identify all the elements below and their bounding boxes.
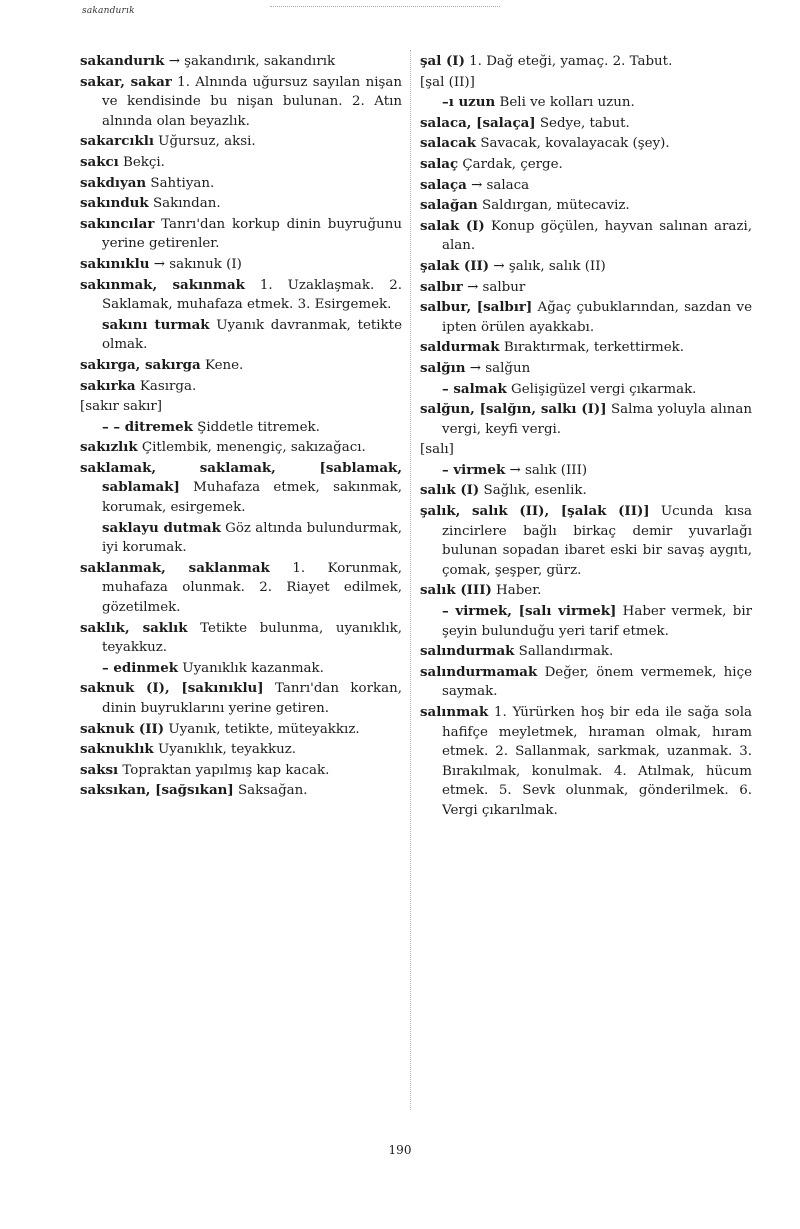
- entry-definition: Gelişigüzel vergi çıkarmak.: [506, 381, 697, 397]
- dictionary-entry: [420, 257, 752, 277]
- entry-definition: Ucunda kısa zincirlere bağlı birkaç demir yuvarlağı bulunan sopadan ibaret eski bir savaş aygıtı, çomak, şeşper, gürz.: [442, 504, 752, 578]
- entry-definition: 1. Alnında uğursuz sayılan nişan ve kendisinde bu nişan bulunan. 2. Atın alnında olan beyazlık.: [102, 74, 402, 129]
- entry-headword: saknuk (II): [80, 720, 165, 737]
- dictionary-entry: [80, 132, 402, 152]
- dictionary-entry: [420, 581, 752, 601]
- entry-definition: Saldırgan, mütecaviz.: [477, 198, 630, 214]
- dictionary-entry: [420, 481, 752, 501]
- entry-definition: 1. Dağ eteği, yamaç. 2. Tabut.: [464, 54, 673, 69]
- entry-definition: → salaca: [466, 177, 530, 193]
- dictionary-entry: [80, 73, 402, 132]
- dictionary-entry: [80, 679, 402, 718]
- entry-definition: Göz altında bulundurmak, iyi korumak.: [102, 520, 403, 556]
- dictionary-entry: [80, 619, 402, 658]
- dictionary-entry: [80, 377, 402, 397]
- dictionary-entry: [420, 93, 752, 113]
- entry-headword: sakandurık: [80, 53, 165, 69]
- entry-headword: sakdıyan: [80, 174, 147, 191]
- dictionary-entry: [420, 440, 752, 460]
- entry-definition: Bekçi.: [118, 154, 165, 170]
- entry-definition: Sağlık, esenlik.: [479, 483, 587, 499]
- entry-headword: – – ditremek: [102, 418, 193, 435]
- dictionary-entry: [80, 215, 402, 254]
- entry-headword: saksıkan, [sağsıkan]: [80, 782, 234, 799]
- entry-headword: – virmek, [salı virmek]: [442, 603, 617, 620]
- dictionary-entry: [420, 642, 752, 662]
- dictionary-entry: [420, 502, 752, 580]
- entry-definition: [şal (II)]: [420, 74, 475, 90]
- entry-definition: 1. Uzaklaşmak. 2. Saklamak, muhafaza etmek. 3. Esirgemek.: [102, 277, 403, 313]
- entry-definition: Saksağan.: [233, 783, 308, 799]
- dictionary-entry: [80, 659, 402, 679]
- entry-definition: Topraktan yapılmış kap kacak.: [118, 762, 330, 778]
- entry-definition: → sakınuk (I): [149, 256, 242, 272]
- entry-definition: → şakandırık, sakandırık: [164, 54, 336, 69]
- entry-headword: sakınmak, sakınmak: [80, 276, 245, 293]
- entry-headword: sakızlık: [80, 439, 138, 456]
- entry-definition: 1. Korunmak, muhafaza olunmak. 2. Riayet edilmek, gözetilmek.: [102, 560, 402, 616]
- entry-headword: saldurmak: [420, 339, 500, 356]
- entry-headword: salğın: [420, 359, 466, 376]
- entry-definition: Tanrı'dan korkan, dinin buyruklarını yerine getiren.: [102, 681, 402, 716]
- entry-headword: sakcı: [80, 153, 119, 170]
- entry-headword: sakınduk: [80, 195, 149, 212]
- dictionary-entry: [80, 316, 402, 355]
- dictionary-entry: [80, 459, 402, 518]
- dictionary-entry: [420, 134, 752, 154]
- entry-headword: salaca, [salaça]: [420, 114, 536, 131]
- dictionary-entry: [80, 356, 402, 376]
- running-head: sakandurık: [82, 6, 135, 16]
- entry-headword: saksı: [80, 761, 119, 778]
- entry-headword: saknuk (I), [sakınıklu]: [80, 680, 264, 697]
- dictionary-entry: [80, 174, 402, 194]
- entry-definition: Değer, önem vermemek, hiçe saymak.: [442, 664, 752, 700]
- entry-definition: Ağaç çubuklarından, sazdan ve ipten örülen ayakkabı.: [442, 300, 752, 335]
- entry-headword: salık (III): [420, 582, 492, 599]
- entry-headword: şalık, salık (II), [şalak (II)]: [420, 503, 650, 520]
- entry-headword: salğun, [salğın, salkı (I)]: [420, 401, 607, 418]
- entry-headword: – salmak: [442, 380, 507, 397]
- dictionary-entry: [420, 380, 752, 400]
- entry-definition: Çitlembik, menengiç, sakızağacı.: [137, 440, 366, 456]
- entry-headword: saklayu dutmak: [102, 519, 221, 536]
- entry-definition: Uyanıklık, teyakkuz.: [153, 742, 297, 758]
- dictionary-entry: [80, 397, 402, 417]
- dictionary-entry: [420, 298, 752, 337]
- entry-definition: Tetikte bulunma, uyanıklık, teyakkuz.: [102, 620, 402, 656]
- entry-definition: Çardak, çerge.: [458, 156, 563, 172]
- entry-definition: Savacak, kovalayacak (şey).: [476, 136, 670, 152]
- dictionary-entry: [420, 196, 752, 216]
- entry-headword: salındurmamak: [420, 663, 538, 680]
- dictionary-entry: [80, 255, 402, 275]
- entry-definition: Uğursuz, aksi.: [153, 134, 256, 150]
- entry-definition: → salğun: [465, 360, 531, 376]
- entry-headword: şalak (II): [420, 257, 490, 274]
- entry-headword: salak (I): [420, 217, 485, 234]
- dictionary-entry: [80, 52, 402, 72]
- entry-headword: salacak: [420, 135, 477, 152]
- entry-headword: sakırka: [80, 377, 136, 394]
- entry-headword: salındurmak: [420, 643, 515, 660]
- entry-headword: salaça: [420, 176, 467, 193]
- entry-definition: Haber vermek, bir şeyin bulunduğu yeri tarif etmek.: [442, 604, 752, 639]
- dictionary-entry: [420, 359, 752, 379]
- entry-headword: sakını turmak: [102, 316, 210, 333]
- entry-definition: Sahtiyan.: [146, 175, 215, 191]
- entry-definition: Uyanıklık kazanmak.: [178, 660, 324, 676]
- dictionary-entry: [80, 720, 402, 740]
- page-number: 190: [388, 1143, 412, 1157]
- dictionary-entry: [420, 217, 752, 256]
- entry-definition: → salbur: [462, 279, 526, 295]
- entry-headword: sakırga, sakırga: [80, 356, 201, 373]
- dictionary-entry: [420, 338, 752, 358]
- entry-headword: sakıncılar: [80, 215, 155, 232]
- dictionary-entry: [80, 761, 402, 781]
- entry-headword: salbur, [salbır]: [420, 299, 533, 316]
- dictionary-entry: [80, 153, 402, 173]
- dictionary-entry: [420, 278, 752, 298]
- dictionary-entry: [80, 519, 402, 558]
- entry-headword: saknuklık: [80, 741, 154, 758]
- entry-definition: Sakından.: [148, 196, 221, 212]
- entry-definition: [sakır sakır]: [80, 399, 163, 415]
- entry-definition: Muhafaza etmek, sakınmak, korumak, esirgemek.: [102, 480, 402, 516]
- entry-definition: Haber.: [491, 583, 542, 599]
- entry-headword: salınmak: [420, 704, 489, 720]
- entry-definition: Sallandırmak.: [514, 644, 614, 660]
- dictionary-entry: [420, 155, 752, 175]
- column-divider: [410, 50, 411, 1110]
- entry-headword: salbır: [420, 278, 463, 295]
- dictionary-entry: [420, 663, 752, 702]
- dictionary-entry: [420, 176, 752, 196]
- entry-definition: Sedye, tabut.: [535, 115, 630, 131]
- dictionary-entry: [420, 461, 752, 481]
- entry-definition: Beli ve kolları uzun.: [495, 95, 635, 111]
- entry-definition: → salık (III): [505, 462, 588, 478]
- dictionary-entry: [80, 559, 402, 618]
- dictionary-entry: [80, 194, 402, 214]
- dictionary-entry: [80, 781, 402, 801]
- entry-definition: Kasırga.: [135, 378, 197, 394]
- dictionary-entry: [420, 73, 752, 93]
- entry-headword: saklanmak, saklanmak: [80, 559, 270, 576]
- entry-headword: saklık, saklık: [80, 619, 188, 636]
- entry-headword: sakar, sakar: [80, 73, 172, 90]
- dictionary-entry: [80, 276, 402, 315]
- entry-headword: şal (I): [420, 53, 465, 69]
- entry-definition: Bıraktırmak, terkettirmek.: [499, 340, 685, 356]
- dictionary-entry: [80, 438, 402, 458]
- dictionary-entry: [420, 602, 752, 641]
- entry-headword: salık (I): [420, 482, 480, 499]
- dictionary-entry: [80, 740, 402, 760]
- entry-definition: [salı]: [420, 442, 454, 458]
- left-column: [80, 52, 402, 802]
- entry-headword: salağan: [420, 197, 478, 214]
- right-column: [420, 52, 752, 822]
- entry-definition: Tanrı'dan korkup dinin buyruğunu yerine getirenler.: [102, 216, 402, 252]
- entry-headword: saklamak, saklamak, [sablamak, sablamak]: [80, 459, 402, 496]
- entry-headword: sakarcıklı: [80, 133, 154, 150]
- entry-definition: Şiddetle titremek.: [192, 419, 320, 435]
- dictionary-entry: [420, 400, 752, 439]
- entry-headword: salaç: [420, 155, 459, 172]
- entry-definition: Salma yoluyla alınan vergi, keyfi vergi.: [442, 402, 752, 437]
- entry-headword: sakınıklu: [80, 255, 150, 272]
- entry-definition: Konup göçülen, hayvan salınan arazi, alan.: [442, 218, 752, 254]
- dictionary-entry: [80, 418, 402, 438]
- top-rule: [270, 6, 500, 7]
- entry-definition: Kene.: [200, 357, 244, 373]
- dictionary-entry: [420, 52, 752, 72]
- entry-definition: 1. Yürürken hoş bir eda ile sağa sola hafifçe meyletmek, hıraman olmak, hıram etmek. 2. Sallanmak, sarkmak, uzanmak. 3. Bırakılmak, konulmak. 4. Atılmak, hücum etmek. 5. Sevk olunmak, gönderilmek. 6. Vergi çıkarılmak.: [442, 705, 752, 818]
- entry-definition: Uyanık davranmak, tetikte olmak.: [102, 317, 402, 353]
- entry-headword: – virmek: [442, 461, 506, 478]
- dictionary-entry: [420, 703, 752, 821]
- entry-headword: –ı uzun: [442, 94, 496, 111]
- dictionary-entry: [420, 114, 752, 134]
- entry-definition: Uyanık, tetikte, müteyakkız.: [164, 721, 360, 737]
- entry-definition: → şalık, salık (II): [489, 258, 606, 274]
- entry-headword: – edinmek: [102, 659, 179, 676]
